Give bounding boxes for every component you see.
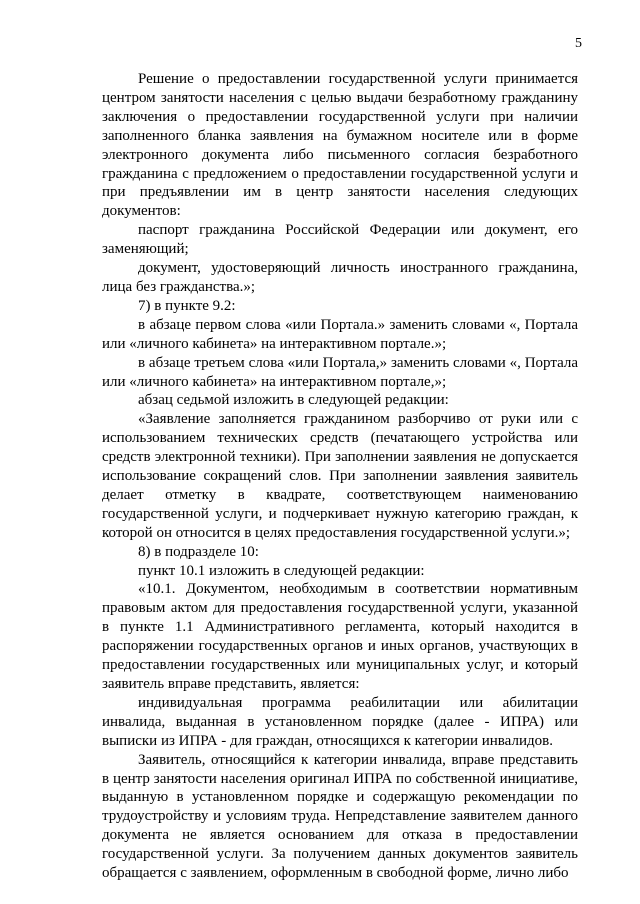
- paragraph-point-10-1: пункт 10.1 изложить в следующей редакции:: [138, 562, 425, 579]
- paragraph-first-abzac: в абзаце первом слова «или Портала.» заменить словами «, Портала или «личного кабинета» на интерактивном портале.»;: [102, 316, 578, 352]
- paragraph-ipra: индивидуальная программа реабилитации или абилитации инвалида, выданная в установленном порядке (далее - ИПРА) или выписки из ИПРА - для граждан, относящихся к категории инвалидов.: [102, 694, 578, 749]
- paragraph-third-abzac: в абзаце третьем слова «или Портала,» заменить словами «, Портала или «личного кабинета» на интерактивном портале,»;: [102, 354, 578, 390]
- page-number: 5: [575, 36, 582, 51]
- paragraph-decision: Решение о предоставлении государственной услуги принимается центром занятости населения с целью выдачи безработному гражданину заключения о предоставлении государственной услуги при наличии заполненного бланка заявления на бумажном носителе или в форме электронного документа либо письменного согласия безработного гражданина с предложением о предоставлении государственной услуги и при предъявлении им в центр занятости населения следующих документов:: [102, 71, 578, 220]
- document-body: [102, 70, 578, 883]
- paragraph-identity-document: документ, удостоверяющий личность иностранного гражданина, лица без гражданства.»;: [102, 260, 578, 295]
- paragraph-item-7: 7) в пункте 9.2:: [138, 297, 236, 314]
- paragraph-item-8: 8) в подразделе 10:: [138, 543, 259, 560]
- paragraph-seventh-abzac: абзац седьмой изложить в следующей редакции:: [138, 392, 449, 409]
- paragraph-application-filling: «Заявление заполняется гражданином разборчиво от руки или с использованием технических средств (печатающего устройства или средств электронной техники). При заполнении заявления не допускается использование сокращений слов. При заполнении заявления заявитель делает отметку в квадрате, соответствующем наименованию государственной услуги, и подчеркивает нужную категорию граждан, к которой он относится в целях предоставления государственной услуги.»;: [102, 411, 578, 541]
- paragraph-10-1-text: «10.1. Документом, необходимым в соответствии нормативным правовым актом для предоставления государственной услуги, указанной в пункте 1.1 Административного регламента, который находится в распоряжении государственных органов и иных органов, участвующих в предоставлении государственных или муниципальных услуг, и который заявитель вправе представить, является:: [102, 581, 578, 692]
- paragraph-passport: паспорт гражданина Российской Федерации или документ, его заменяющий;: [102, 222, 578, 258]
- paragraph-applicant-disabled: Заявитель, относящийся к категории инвалида, вправе представить в центр занятости населения оригинал ИПРА по собственной инициативе, выданную в установленном порядке и содержащую рекомендации по трудоустройству и условиям труда. Непредставление заявителем данного документа не является основанием для отказа в предоставлении государственной услуги. За получением данных документов заявитель обращается с заявлением, оформленным в свободной форме, лично либо: [102, 751, 578, 882]
